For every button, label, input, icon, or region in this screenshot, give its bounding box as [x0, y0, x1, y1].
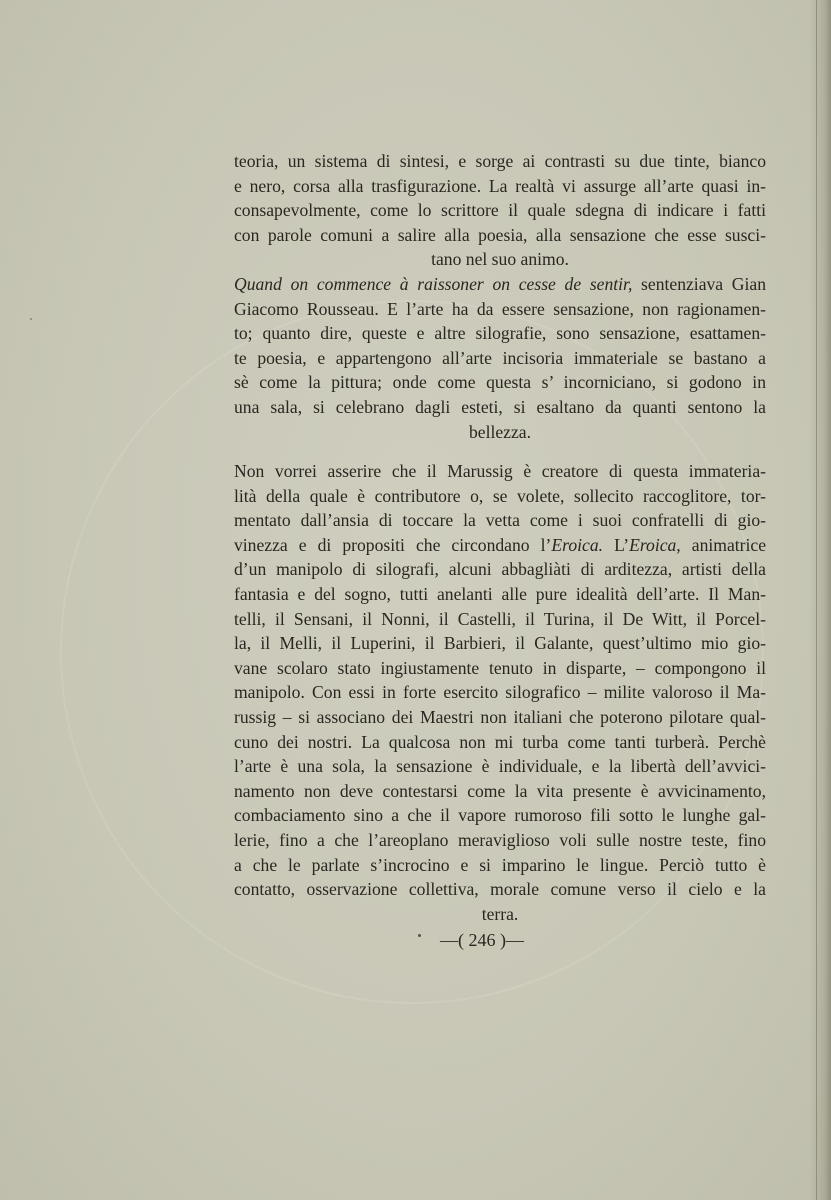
ink-speck	[30, 318, 32, 320]
text-line: teoria, un sistema di sintesi, e sorge ai contrasti su due tinte, bianco	[234, 151, 766, 171]
text-line: lità della quale è contributore o, se volete, sollecito raccoglitore, tor-	[234, 485, 766, 506]
ink-speck	[418, 934, 421, 937]
text-line: una sala, si celebrano dagli esteti, si esaltano da quanti sentono la	[234, 396, 766, 417]
quote-line	[234, 272, 766, 297]
page-edge-shadow	[809, 0, 831, 1200]
page-edge-line	[816, 0, 817, 1200]
text-line: russig – si associano dei Maestri non italiani che poterono pilotare qual-	[234, 706, 766, 727]
text-line: te poesia, e appartengono all’arte incisoria immateriale se bastano a	[234, 347, 766, 368]
text-fragment: L’	[603, 534, 630, 555]
text-line: cuno dei nostri. La qualcosa non mi turba come tanti turberà. Perchè	[234, 731, 766, 752]
text-fragment: animatrice	[680, 534, 767, 555]
text-fragment: sentenziava Gian	[632, 273, 766, 294]
text-line: Giacomo Rousseau. E l’arte ha da essere sensazione, non ragionamen-	[234, 298, 766, 319]
text-line: a che le parlate s’incrocino e si imparino le lingue. Perciò tutto è	[234, 854, 766, 875]
text-line: manipolo. Con essi in forte esercito silografico – milite valoroso il Ma-	[234, 682, 766, 703]
text-line: consapevolmente, come lo scrittore il quale sdegna di indicare i fatti	[234, 200, 766, 221]
text-block-bottom	[234, 459, 766, 926]
text-line: e nero, corsa alla trasfigurazione. La realtà vi assurge all’arte quasi in-	[234, 175, 766, 196]
text-fragment: vinezza e di propositi che circondano l’	[234, 534, 552, 555]
text-line: la, il Melli, il Luperini, il Barbieri, il Galante, quest’ultimo mio gio-	[234, 633, 766, 654]
text-line: con parole comuni a salire alla poesia, alla sensazione che esse susci-	[234, 224, 766, 245]
text-line: lerie, fino a che l’areoplano meraviglioso voli sulle nostre teste, fino	[234, 829, 766, 850]
text-line: mentato dall’ansia di toccare la vetta come i suoi confratelli di gio-	[234, 510, 766, 531]
text-line: sè come la pittura; onde come questa s’ incorniciano, si godono in	[234, 372, 766, 393]
eroica-title: Eroica,	[629, 534, 681, 555]
text-block-top	[234, 149, 766, 444]
text-line: combaciamento sino a che il vapore rumoroso fili sotto le lunghe gal-	[234, 805, 766, 826]
text-line: l’arte è una sola, la sensazione è individuale, e la libertà dell’avvici-	[234, 756, 766, 777]
text-line: telli, il Sensani, il Nonni, il Castelli, il Turina, il De Witt, il Porcel-	[234, 608, 766, 629]
text-line: d’un manipolo di silografi, alcuni abbagliàti di arditezza, artisti della	[234, 559, 766, 580]
text-line: namento non deve contestarsi come la vita presente è avvicinamento,	[234, 780, 766, 801]
text-line	[234, 533, 766, 558]
text-line: bellezza.	[468, 421, 532, 442]
text-line: tano nel suo animo.	[431, 249, 569, 270]
text-line: vane scolaro stato ingiustamente tenuto in disparte, – compongono il	[234, 657, 766, 678]
page-number: —( 246 )—	[440, 930, 524, 950]
text-line: fantasia e del sogno, tutti anelanti alle pure idealità dell’arte. Il Man-	[234, 583, 766, 604]
text-line: contatto, osservazione collettiva, morale comune verso il cielo e la	[234, 879, 766, 900]
eroica-title: Eroica.	[551, 534, 604, 555]
text-line: to; quanto dire, queste e altre silografie, sono sensazione, esattamen-	[234, 323, 766, 344]
rousseau-quote: Quand on commence à raissoner on cesse de sentir,	[234, 273, 633, 294]
text-line: terra.	[481, 903, 519, 924]
text-line: Non vorrei asserire che il Marussig è creatore di questa immateria-	[234, 461, 766, 481]
